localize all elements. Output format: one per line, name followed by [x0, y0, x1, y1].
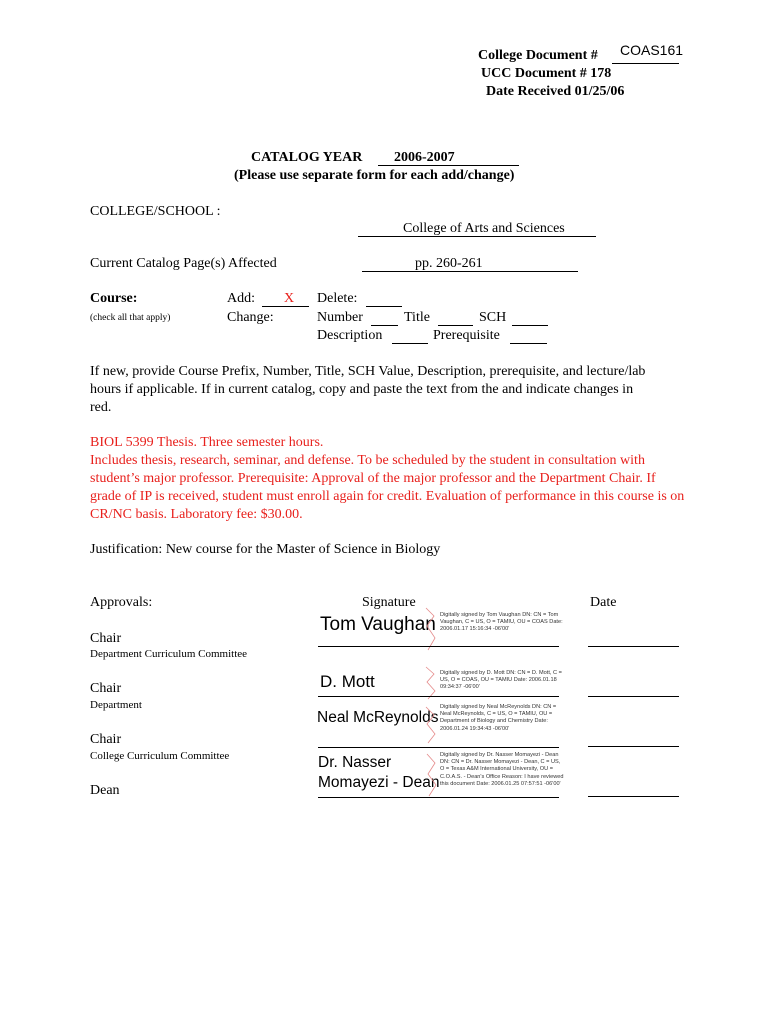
college-school-label: COLLEGE/SCHOOL : [90, 204, 221, 219]
sch-label: SCH [479, 310, 507, 325]
signature-details: Digitally signed by Neal McReynolds DN: CN = Neal McReynolds, C = US, O = TAMIU, OU = Department of Biology and Chemistry Date: 2006.01.24 19:34:43 -06'00' [440, 704, 557, 732]
approval-subrole: College Curriculum Committee [90, 750, 230, 762]
signature-name: Tom Vaughan [320, 614, 436, 635]
delete-label: Delete: [317, 291, 358, 306]
signature-details: Digitally signed by Tom Vaughan DN: CN = Tom Vaughan, C = US, O = TAMIU, OU = COAS Date: 2006.01.17 15:16:34 -06'00' [440, 612, 563, 633]
ucc-document-number: UCC Document # 178 [481, 66, 612, 81]
approval-subrole: Department Curriculum Committee [90, 648, 248, 660]
signature-line [318, 696, 559, 697]
number-label: Number [317, 310, 363, 325]
catalog-pages-label: Current Catalog Page(s) Affected [90, 256, 277, 271]
prerequisite-blank[interactable] [510, 343, 547, 344]
course-note: (check all that apply) [90, 313, 171, 323]
approval-role: Chair [90, 681, 122, 696]
catalog-instruction: (Please use separate form for each add/change) [234, 168, 515, 183]
course-description: Includes thesis, research, seminar, and defense. To be scheduled by the student in consultation with student’s major professor. Prerequisite: Approval of the major professor and the Department Chair. If grade of IP is received, student must enroll again for credit. Evaluation of performance in this course is on CR/NC basis. Laboratory fee: $30.00. [90, 453, 685, 522]
add-checkbox-mark[interactable]: X [284, 291, 295, 306]
digital-signature-check-icon [424, 752, 438, 798]
college-document-label: College Document # [478, 48, 598, 63]
justification: Justification: New course for the Master of Science in Biology [90, 542, 441, 557]
signature-line [318, 646, 559, 647]
sch-blank[interactable] [512, 325, 548, 326]
number-blank[interactable] [371, 325, 398, 326]
date-line[interactable] [588, 796, 679, 797]
signature-line [318, 797, 559, 798]
catalog-pages-value: pp. 260-261 [415, 256, 483, 271]
approval-role: Dean [90, 783, 120, 798]
college-school-underline [358, 236, 596, 237]
college-document-number: COAS161 [620, 42, 684, 58]
instructions-paragraph: If new, provide Course Prefix, Number, Title, SCH Value, Description, prerequisite, and lecture/lab hours if applicable. If in current catalog, copy and paste the text from the and indicate changes in red. [90, 364, 646, 415]
change-label: Change: [227, 310, 274, 325]
date-line[interactable] [588, 746, 679, 747]
catalog-year-underline [378, 165, 519, 166]
catalog-year-value: 2006-2007 [394, 150, 455, 165]
catalog-pages-underline [362, 271, 578, 272]
college-school-value: College of Arts and Sciences [403, 221, 565, 236]
title-label: Title [404, 310, 430, 325]
signature-name: Dr. Nasser Momayezi - Dean [318, 754, 440, 791]
add-blank [262, 306, 309, 307]
date-column-label: Date [590, 595, 617, 610]
title-blank[interactable] [438, 325, 473, 326]
description-blank[interactable] [392, 343, 428, 344]
catalog-year-label: CATALOG YEAR [251, 150, 363, 165]
description-label: Description [317, 328, 383, 343]
approval-subrole: Department [90, 699, 142, 711]
signature-details: Digitally signed by Dr. Nasser Momayezi - Dean DN: CN = Dr. Nasser Momayezi - Dean, C = US, O = Texas A&M International University, OU = C.O.A.S. - Dean's Office Reason: I have reviewed this document Date: 2006.01.25 07:57:51 -06'00' [440, 752, 564, 787]
date-line[interactable] [588, 646, 679, 647]
course-title-line: BIOL 5399 Thesis. Three semester hours. [90, 435, 324, 450]
approval-role: Chair [90, 732, 122, 747]
prerequisite-label: Prerequisite [433, 328, 500, 343]
college-document-underline [612, 63, 679, 64]
course-label: Course: [90, 291, 138, 306]
delete-blank[interactable] [366, 306, 402, 307]
date-line[interactable] [588, 696, 679, 697]
add-label: Add: [227, 291, 255, 306]
signature-line [318, 747, 559, 748]
approval-role: Chair [90, 631, 122, 646]
digital-signature-check-icon [423, 705, 437, 745]
signature-details: Digitally signed by D. Mott DN: CN = D. Mott, C = US, O = COAS, OU = TAMIU Date: 2006.01.18 09:34:37 -06'00' [440, 670, 562, 691]
signature-column-label: Signature [362, 595, 416, 610]
signature-name: Neal McReynolds [317, 709, 439, 726]
approvals-label: Approvals: [90, 595, 153, 610]
signature-name: D. Mott [320, 672, 375, 691]
date-received: Date Received 01/25/06 [486, 84, 625, 99]
